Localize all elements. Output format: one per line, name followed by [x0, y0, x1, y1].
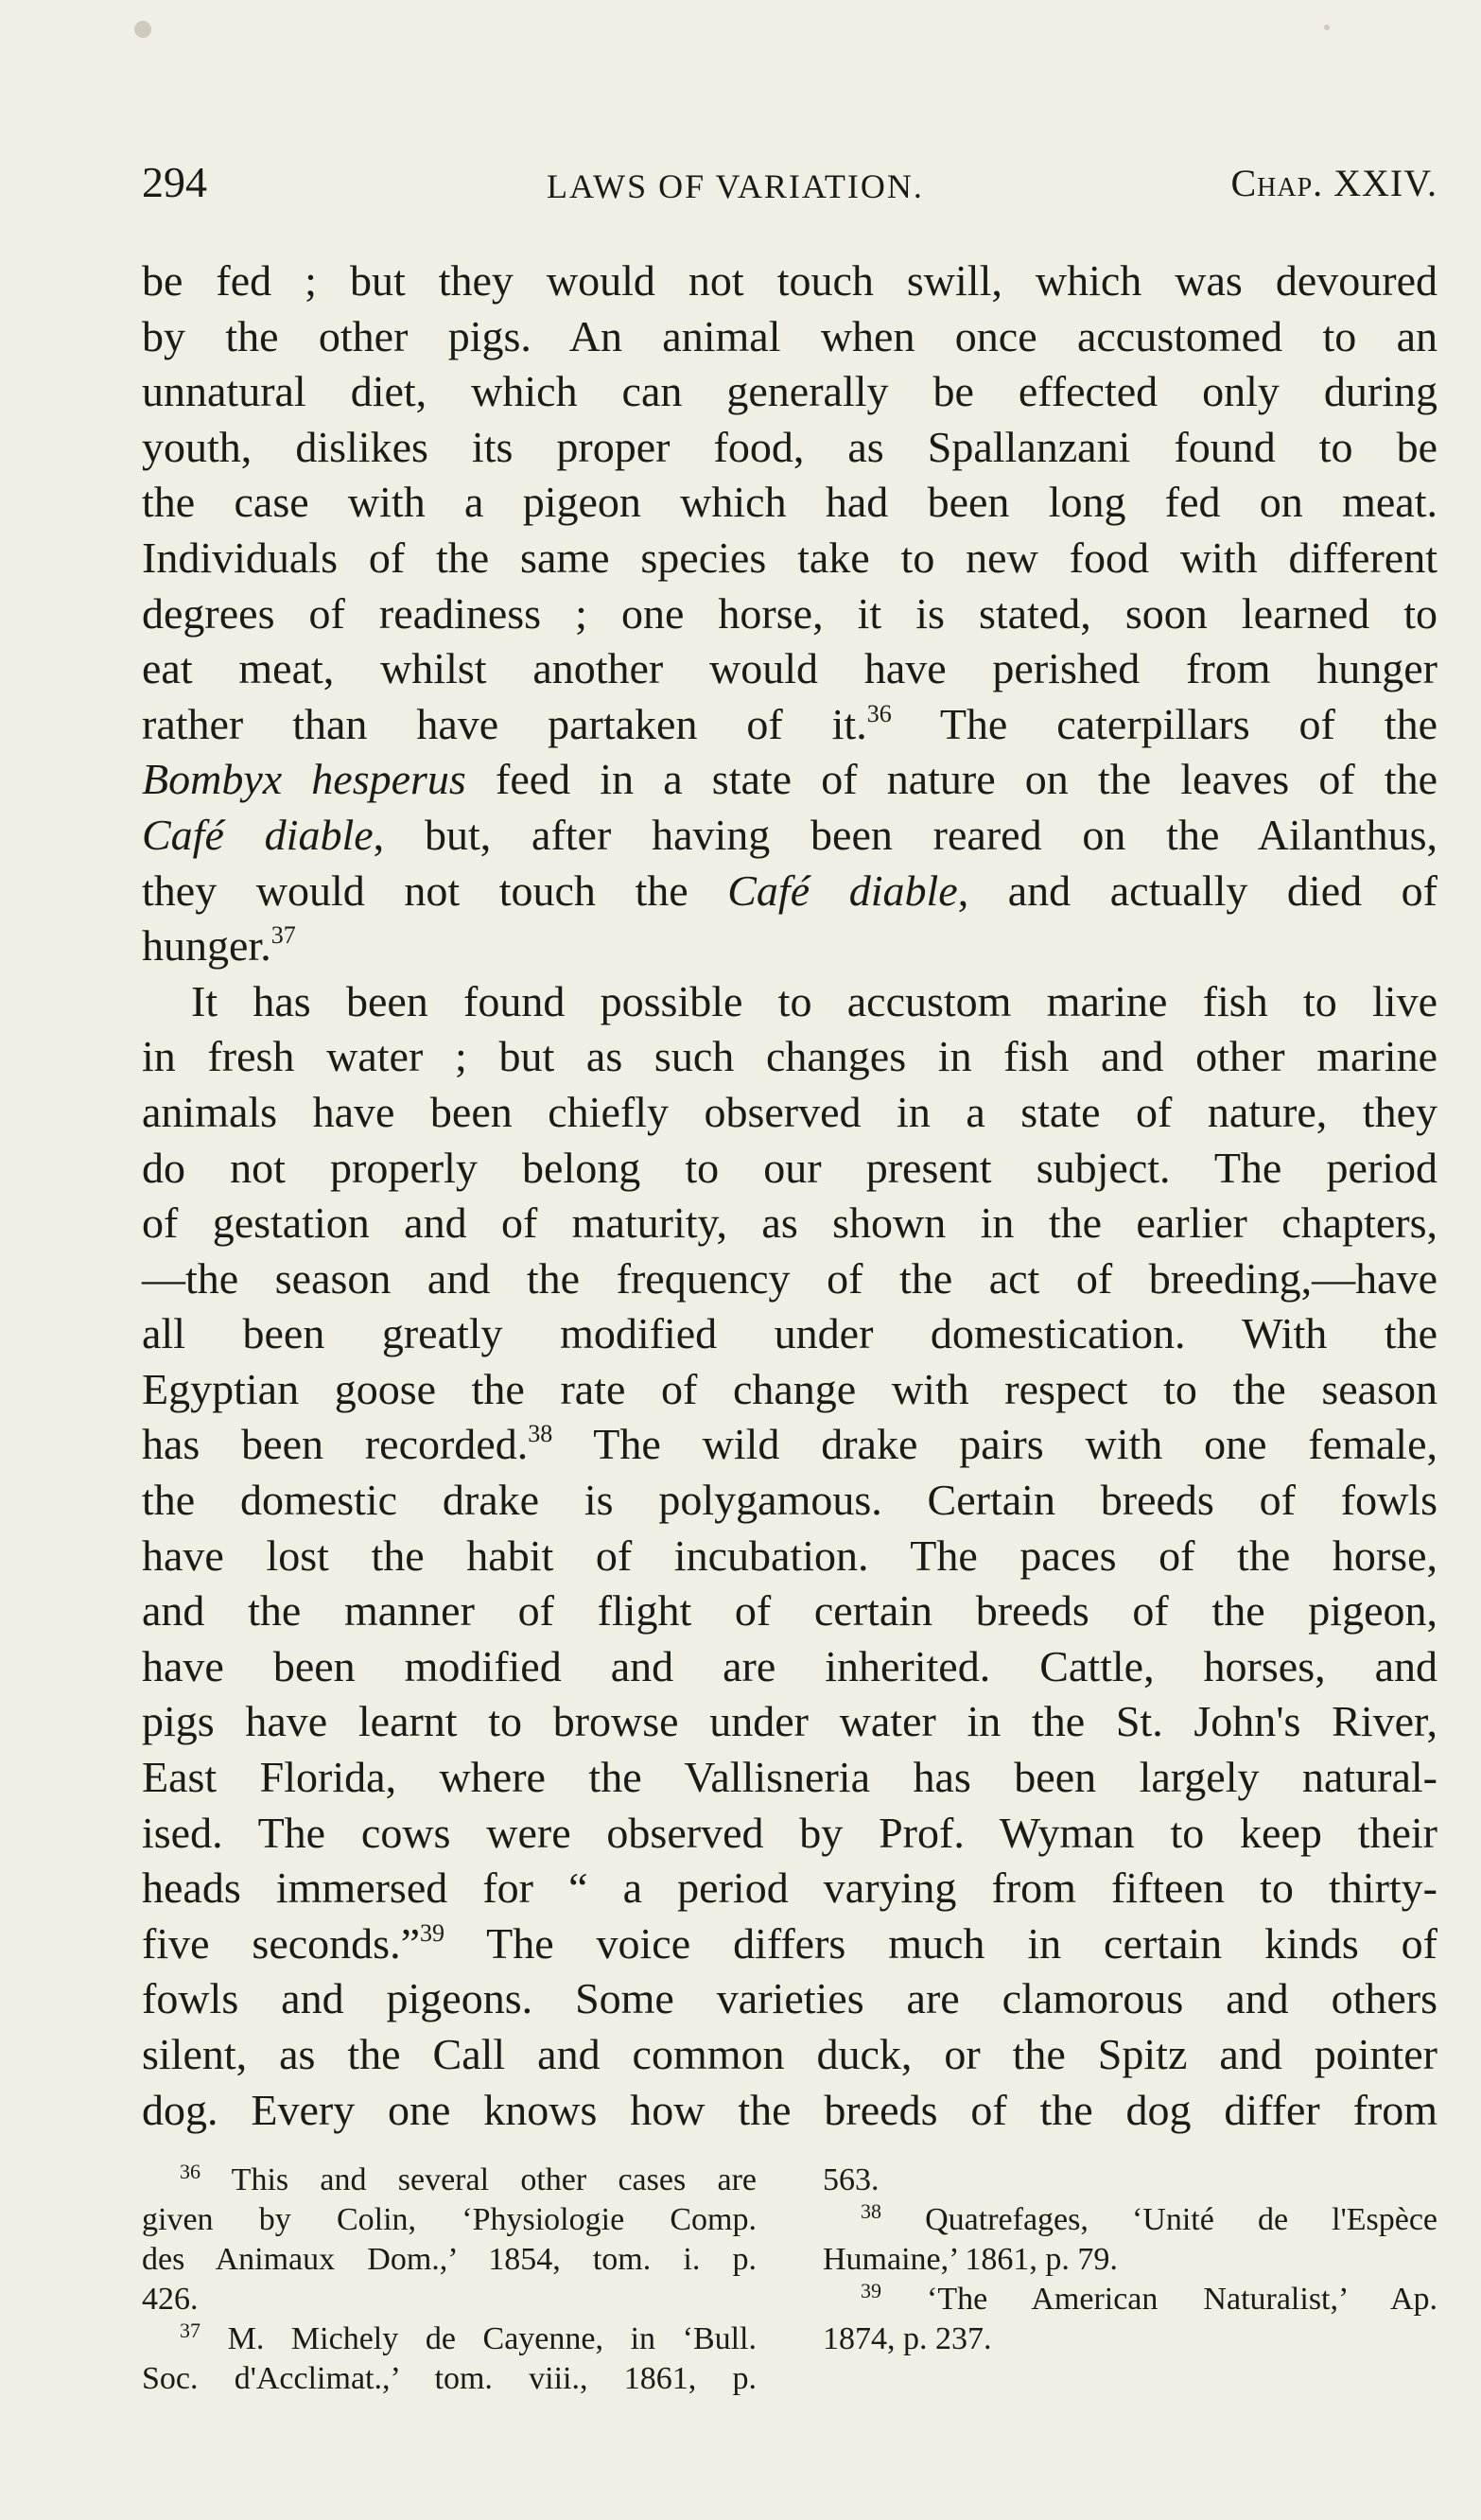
paragraph-start: It has been found possible to accustom marine fish to live: [191, 976, 1437, 1025]
footnote-line: Soc. d'Acclimat.,’ tom. viii., 1861, p.: [142, 2361, 757, 2396]
text-line: —the season and the frequency of the act of breeding,—have: [142, 1253, 1437, 1303]
text-line: animals have been chiefly observed in a state of nature, they: [142, 1087, 1437, 1136]
italic-term: Bombyx hesperus: [142, 755, 466, 804]
footnote-ref: 38: [528, 1420, 553, 1448]
footnote-number: 36: [180, 2160, 200, 2183]
text-run: The wild drake pairs with one female,: [593, 1420, 1437, 1469]
footnote-ref: 36: [866, 699, 892, 727]
text-run: five seconds.”: [142, 1918, 420, 1968]
text-line: East Florida, where the Vallisneria has been largely natural-: [142, 1753, 1437, 1802]
footnote-ref: 37: [270, 921, 296, 950]
text-run: , but, after having been reared on the Ailanthus,: [373, 810, 1437, 859]
footnotes-right-column: [823, 2161, 1437, 2359]
text-line: Egyptian goose the rate of change with respect to the season: [142, 1364, 1437, 1413]
footnote-36: [142, 2161, 757, 2200]
text-line: have lost the habit of incubation. The paces of the horse,: [142, 1531, 1437, 1580]
text-line: [142, 919, 1437, 974]
body-text: [142, 254, 1437, 2138]
footnote-number: 37: [180, 2319, 200, 2342]
text-line: ised. The cows were observed by Prof. Wyman to keep their: [142, 1808, 1437, 1857]
text-line: pigs have learnt to browse under water in the St. John's River,: [142, 1697, 1437, 1746]
italic-term: Café diable: [727, 866, 958, 915]
running-title: LAWS OF VARIATION.: [547, 167, 924, 205]
text-line: the case with a pigeon which had been long fed on meat.: [142, 478, 1437, 527]
footnote-line: given by Colin, ‘Physiologie Comp.: [142, 2202, 757, 2237]
text-line: youth, dislikes its proper food, as Spallanzani found to be: [142, 422, 1437, 471]
text-line: dog. Every one knows how the breeds of the dog differ from: [142, 2085, 1437, 2134]
text-line: silent, as the Call and common duck, or the Spitz and pointer: [142, 2030, 1437, 2078]
text-line: [142, 752, 1437, 808]
page-number: 294: [142, 158, 207, 206]
text-line: do not properly belong to our present subject. The period: [142, 1143, 1437, 1192]
text-line: [142, 1417, 1437, 1473]
text-line: fowls and pigeons. Some varieties are clamorous and others: [142, 1974, 1437, 2023]
text-line: [142, 864, 1437, 919]
text-line: eat meat, whilst another would have perished from hunger: [142, 644, 1437, 693]
italic-term: Café diable: [142, 810, 374, 859]
text-line: [142, 1916, 1437, 1972]
footnote-text: Quatrefages, ‘Unité de l'Espèce: [925, 2202, 1437, 2237]
footnote-text: This and several other cases are: [231, 2162, 757, 2197]
footnote-number: 38: [861, 2199, 881, 2223]
text-line: of gestation and of maturity, as shown in the earlier chapters,: [142, 1199, 1437, 1248]
footnote-37: [142, 2319, 757, 2359]
text-run: has been recorded.: [142, 1420, 529, 1469]
text-line: degrees of readiness ; one horse, it is stated, soon learned to: [142, 588, 1437, 638]
footnote-text: M. Michely de Cayenne, in ‘Bull.: [227, 2321, 758, 2356]
text-line: in fresh water ; but as such changes in fish and other marine: [142, 1032, 1437, 1081]
text-line: unnatural diet, which can generally be effected only during: [142, 367, 1437, 416]
text-line: [142, 697, 1437, 753]
text-line: and the manner of flight of certain breeds of the pigeon,: [142, 1586, 1437, 1636]
text-run: The voice differs much in certain kinds of: [486, 1918, 1437, 1968]
text-line: by the other pigs. An animal when once accustomed to an: [142, 311, 1437, 360]
footnote-38: [823, 2200, 1437, 2240]
text-run: feed in a state of nature on the leaves of the: [496, 755, 1438, 804]
text-line: all been greatly modified under domestication. With the: [142, 1309, 1437, 1358]
text-line: have been modified and are inherited. Cattle, horses, and: [142, 1641, 1437, 1690]
footnote-line: 426.: [142, 2282, 199, 2317]
text-line: the domestic drake is polygamous. Certain breeds of fowls: [142, 1476, 1437, 1525]
running-header: [142, 157, 1437, 223]
paper-speck: [134, 21, 151, 38]
text-run: rather than have partaken of it.: [142, 699, 867, 748]
text-line: [142, 808, 1437, 864]
footnote-line: des Animaux Dom.,’ 1854, tom. i. p.: [142, 2242, 757, 2277]
footnote-ref: 39: [420, 1918, 444, 1947]
footnote-text: ‘The American Naturalist,’ Ap.: [927, 2282, 1437, 2317]
footnotes-left-column: [142, 2161, 757, 2399]
text-run: The caterpillars of the: [939, 699, 1438, 748]
text-line: be fed ; but they would not touch swill, which was devoured: [142, 256, 1437, 305]
footnote-line: Humaine,’ 1861, p. 79.: [823, 2242, 1118, 2277]
footnote-39: [823, 2280, 1437, 2319]
text-run: hunger.: [142, 921, 271, 971]
text-run: they would not touch the: [142, 866, 688, 915]
footnote-line: 563.: [823, 2162, 880, 2197]
chapter-label: Chap. XXIV.: [1230, 162, 1437, 204]
text-line: heads immersed for “ a period varying from fifteen to thirty-: [142, 1864, 1437, 1913]
text-line: Individuals of the same species take to new food with different: [142, 533, 1437, 582]
text-run: , and actually died of: [957, 866, 1438, 915]
footnote-number: 39: [861, 2279, 881, 2302]
footnote-line: 1874, p. 237.: [823, 2321, 992, 2356]
paper-speck: [1324, 25, 1330, 30]
